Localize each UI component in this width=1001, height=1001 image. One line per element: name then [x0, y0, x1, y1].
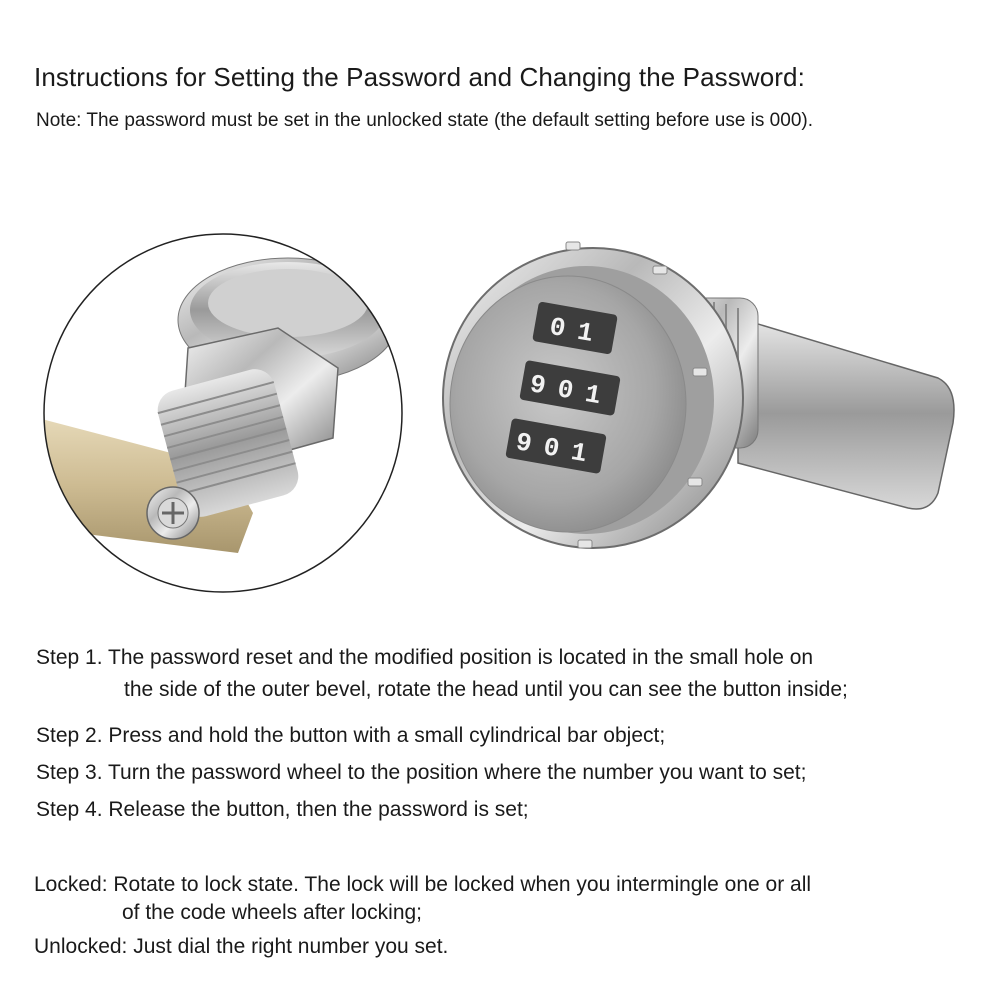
step-1: [36, 646, 848, 702]
step-4: Step 4. Release the button, then the password is set;: [36, 798, 529, 821]
dial-1-digit-2: 1: [574, 316, 596, 349]
product-figure: [38, 228, 973, 600]
dial-2-digit-1: 9: [527, 369, 549, 402]
dial-1-digit-1: 0: [547, 311, 568, 345]
locked-description: [34, 873, 811, 925]
page-title: Instructions for Setting the Password and Changing the Password:: [34, 62, 805, 92]
unlocked-description: Unlocked: Just dial the right number you set.: [34, 935, 449, 958]
step-3: Step 3. Turn the password wheel to the position where the number you want to set;: [36, 761, 807, 784]
step-1-line-1: Step 1. The password reset and the modified position is located in the small hole on: [36, 646, 814, 669]
dial-3-digit-3: 1: [568, 436, 590, 470]
lock-illustration: [38, 228, 973, 600]
lock-front-view: [443, 242, 954, 548]
locked-line-2: of the code wheels after locking;: [122, 901, 423, 924]
dial-2-digit-3: 1: [582, 378, 604, 412]
note-text: Note: The password must be set in the unlocked state (the default setting before use is 000).: [36, 110, 813, 131]
lock-rear-view: [38, 228, 410, 600]
dial-2-digit-2: 0: [555, 374, 576, 407]
dial-3-digit-1: 9: [513, 427, 535, 460]
step-1-line-2: the side of the outer bevel, rotate the head until you can see the button inside;: [124, 678, 848, 701]
locked-line-1: Locked: Rotate to lock state. The lock will be locked when you intermingle one or all: [34, 873, 812, 896]
step-2: Step 2. Press and hold the button with a small cylindrical bar object;: [36, 724, 666, 747]
dial-3-digit-2: 0: [541, 432, 562, 465]
